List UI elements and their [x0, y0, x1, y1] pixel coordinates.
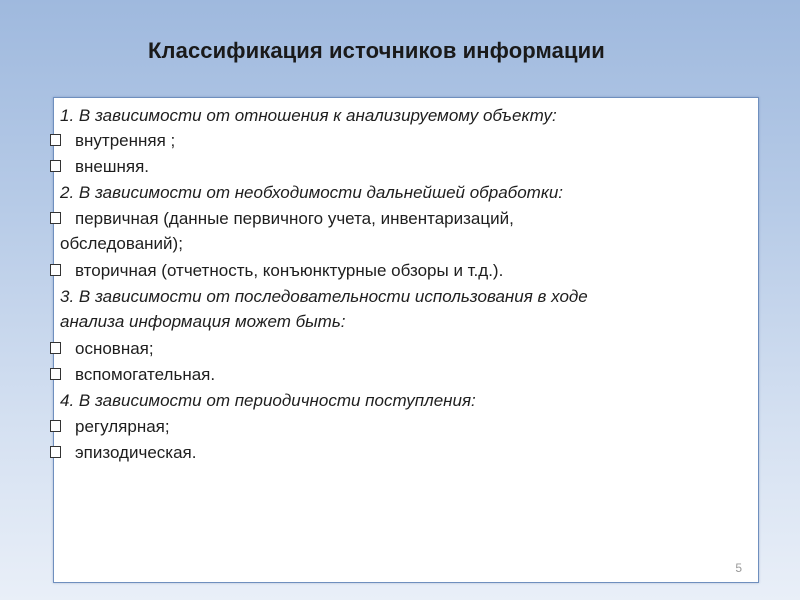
list-item-label: эпизодическая.	[75, 443, 197, 462]
square-bullet-icon	[50, 264, 61, 276]
list-item-continuation: обследований);	[60, 234, 183, 253]
section-2-heading: 2. В зависимости от необходимости дальнейшей обработки:	[60, 183, 564, 202]
list-item-label: внешняя.	[75, 157, 150, 176]
content-box	[53, 97, 759, 583]
square-bullet-icon	[50, 420, 61, 432]
section-1-heading: 1. В зависимости от отношения к анализируемому объекту:	[60, 106, 557, 125]
section-3-heading: 3. В зависимости от последовательности использования в ходе	[60, 287, 588, 306]
section-4-heading: 4. В зависимости от периодичности поступления:	[60, 391, 476, 410]
square-bullet-icon	[50, 134, 61, 146]
square-bullet-icon	[50, 160, 61, 172]
slide-title: Классификация источников информации	[148, 38, 605, 63]
list-item-label: регулярная;	[75, 417, 170, 436]
square-bullet-icon	[50, 446, 61, 458]
square-bullet-icon	[50, 368, 61, 380]
section-3-heading-continuation: анализа информация может быть:	[60, 312, 346, 331]
square-bullet-icon	[50, 212, 61, 224]
list-item-label: вторичная (отчетность, конъюнктурные обзоры и т.д.).	[75, 261, 504, 280]
page-number: 5	[735, 561, 742, 575]
list-item-label: первичная (данные первичного учета, инвентаризаций,	[75, 209, 514, 228]
list-item-label: внутренняя ;	[75, 131, 176, 150]
square-bullet-icon	[50, 342, 61, 354]
list-item-label: вспомогательная.	[75, 365, 216, 384]
list-item-label: основная;	[75, 339, 154, 358]
